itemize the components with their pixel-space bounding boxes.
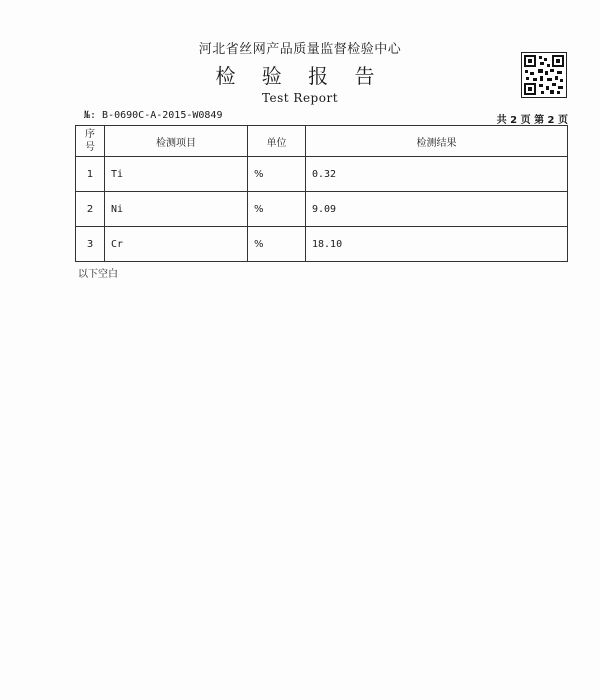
row-no: 1 xyxy=(76,157,105,192)
row-item: Cr xyxy=(105,227,248,262)
table-row xyxy=(76,227,568,262)
row-result: 0.32 xyxy=(306,157,568,192)
row-unit: % xyxy=(248,227,306,262)
report-title-cn: 检 验 报 告 xyxy=(215,64,385,88)
header-unit: 单位 xyxy=(248,126,306,157)
qr-code-graphic xyxy=(522,53,566,97)
organization-name: 河北省丝网产品质量监督检验中心 xyxy=(198,42,402,57)
table-row xyxy=(76,157,568,192)
header-item: 检测项目 xyxy=(105,126,248,157)
report-title-en: Test Report xyxy=(261,91,339,105)
row-no: 2 xyxy=(76,192,105,227)
blank-note: 以下空白 xyxy=(78,269,118,280)
header-result: 检测结果 xyxy=(306,126,568,157)
qr-code-icon xyxy=(521,52,567,98)
row-unit: % xyxy=(248,192,306,227)
report-number: №: B-0690C-A-2015-W0849 xyxy=(84,110,223,121)
results-table xyxy=(75,125,568,262)
page-count: 共 2 页 第 2 页 xyxy=(496,115,568,126)
header-no: 序号 xyxy=(76,126,105,157)
row-result: 9.09 xyxy=(306,192,568,227)
row-no: 3 xyxy=(76,227,105,262)
row-item: Ni xyxy=(105,192,248,227)
row-item: Ti xyxy=(105,157,248,192)
table-row xyxy=(76,192,568,227)
table-header-row xyxy=(76,126,568,157)
row-result: 18.10 xyxy=(306,227,568,262)
row-unit: % xyxy=(248,157,306,192)
